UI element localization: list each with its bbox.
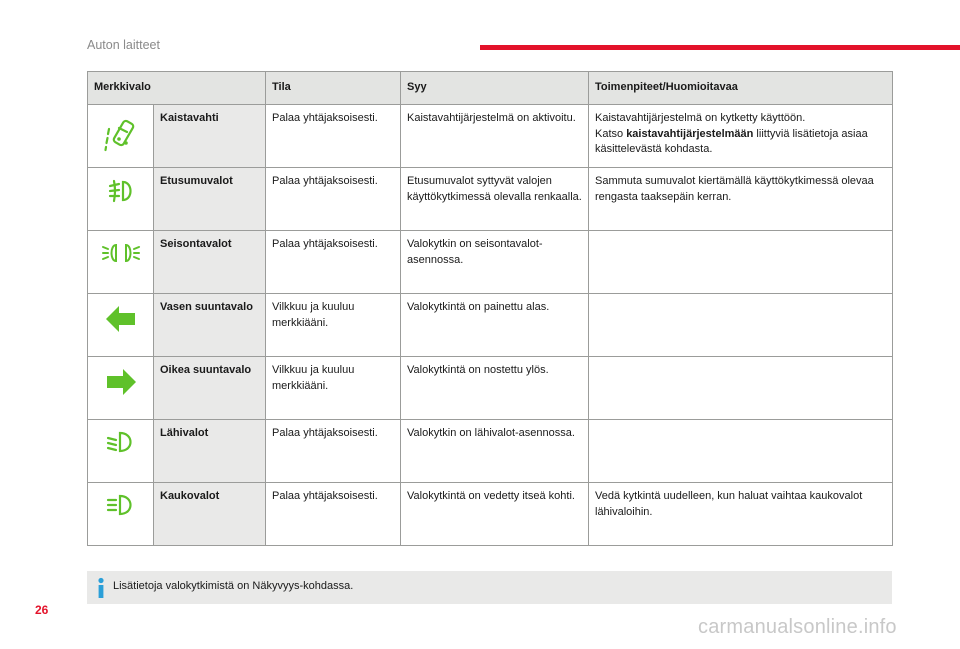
light-state: Vilkkuu ja kuuluu merkkiääni. [266, 357, 401, 420]
light-cause: Valokytkintä on nostettu ylös. [401, 357, 589, 420]
watermark: carmanualsonline.info [698, 616, 897, 638]
light-name: Oikea suuntavalo [154, 357, 266, 420]
table-row [88, 357, 893, 420]
light-cause: Valokytkintä on painettu alas. [401, 294, 589, 357]
light-state: Palaa yhtäjaksoisesti. [266, 483, 401, 546]
table-row [88, 294, 893, 357]
light-state: Palaa yhtäjaksoisesti. [266, 168, 401, 231]
info-note [87, 571, 892, 604]
page-number: 26 [35, 603, 49, 617]
table-row [88, 231, 893, 294]
light-state: Palaa yhtäjaksoisesti. [266, 420, 401, 483]
light-state: Palaa yhtäjaksoisesti. [266, 105, 401, 168]
main-beam-icon [104, 510, 138, 522]
light-name: Lähivalot [154, 420, 266, 483]
light-cause: Valokytkintä on vedetty itseä kohti. [401, 483, 589, 546]
lane-departure-icon [104, 144, 138, 156]
light-cause: Etusumuvalot syttyvät valojen käyttökytkimessä olevalla renkaalla. [401, 168, 589, 231]
light-action: Sammuta sumuvalot kiertämällä käyttökytkimessä olevaa rengasta taaksepäin kerran. [589, 168, 893, 231]
light-action: Kaistavahtijärjestelmä on kytketty käyttöön. Katso kaistavahtijärjestelmään liittyviä lisätietoja asiaa käsittelevästä kohdasta. [589, 105, 893, 168]
info-text: Lisätietoja valokytkimistä on Näkyvyys-kohdassa. [113, 580, 354, 592]
column-header-cause: Syy [401, 72, 589, 105]
light-name: Seisontavalot [154, 231, 266, 294]
header-accent-bar [480, 45, 960, 50]
light-cause: Valokytkin on lähivalot-asennossa. [401, 420, 589, 483]
cross-reference: kaistavahtijärjestelmään [626, 127, 754, 140]
table-row [88, 168, 893, 231]
light-action [589, 294, 893, 357]
info-icon [95, 577, 107, 599]
column-header-state: Tila [266, 72, 401, 105]
section-title: Auton laitteet [87, 38, 160, 52]
dipped-beam-icon [104, 447, 138, 459]
light-action [589, 357, 893, 420]
table-row [88, 105, 893, 168]
light-name: Vasen suuntavalo [154, 294, 266, 357]
front-fog-light-icon [104, 197, 138, 209]
light-action [589, 420, 893, 483]
column-header-light: Merkkivalo [88, 72, 266, 105]
parking-lights-icon [101, 258, 141, 270]
light-name: Kaukovalot [154, 483, 266, 546]
light-name: Etusumuvalot [154, 168, 266, 231]
warning-lights-table [87, 71, 893, 546]
action-line: Kaistavahtijärjestelmä on kytketty käyttöön. [595, 112, 806, 124]
right-turn-signal-icon [104, 390, 138, 402]
table-header-row [88, 72, 893, 105]
light-action [589, 231, 893, 294]
table-row [88, 420, 893, 483]
light-action: Vedä kytkintä uudelleen, kun haluat vaihtaa kaukovalot lähivaloihin. [589, 483, 893, 546]
light-state: Palaa yhtäjaksoisesti. [266, 231, 401, 294]
left-turn-signal-icon [104, 327, 138, 339]
light-cause: Valokytkin on seisontavalot-asennossa. [401, 231, 589, 294]
light-state: Vilkkuu ja kuuluu merkkiääni. [266, 294, 401, 357]
light-cause: Kaistavahtijärjestelmä on aktivoitu. [401, 105, 589, 168]
column-header-action: Toimenpiteet/Huomioitavaa [589, 72, 893, 105]
table-row [88, 483, 893, 546]
light-name: Kaistavahti [154, 105, 266, 168]
